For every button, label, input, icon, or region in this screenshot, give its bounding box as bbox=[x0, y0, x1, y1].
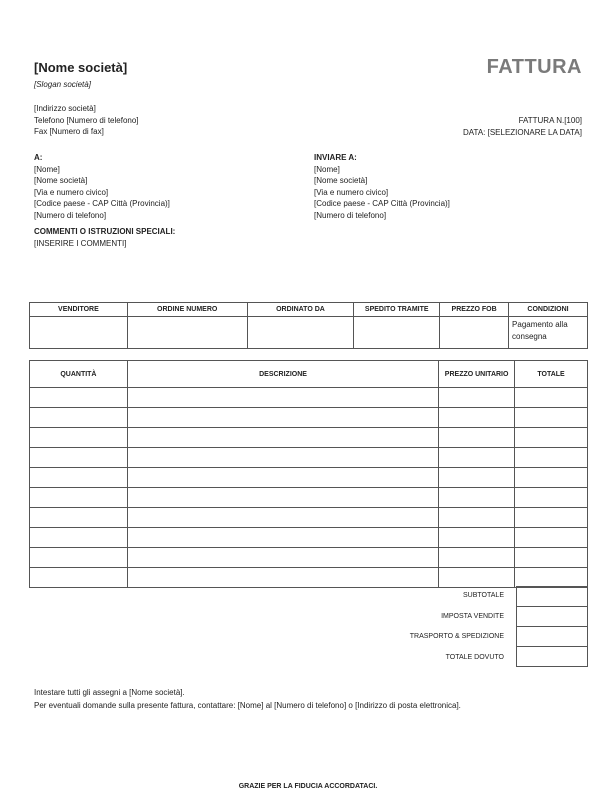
item-total-cell[interactable] bbox=[515, 508, 588, 528]
header-vendor: VENDITORE bbox=[30, 303, 128, 317]
comments-block bbox=[34, 226, 175, 249]
invoice-number[interactable]: FATTURA N.[100] bbox=[518, 116, 582, 125]
shipping-cell[interactable] bbox=[517, 627, 588, 647]
company-slogan[interactable]: [Slogan società] bbox=[34, 80, 91, 89]
phone-line[interactable]: Telefono [Numero di telefono] bbox=[34, 115, 139, 125]
contact-note[interactable]: Per eventuali domande sulla presente fattura, contattare: [Nome] al [Numero di telefono] o [Indirizzo di posta elettronica]. bbox=[34, 701, 461, 710]
item-description-cell[interactable] bbox=[127, 448, 438, 468]
document-title: FATTURA bbox=[486, 56, 582, 78]
item-unit-price-cell[interactable] bbox=[439, 528, 515, 548]
item-total-cell[interactable] bbox=[515, 388, 588, 408]
address-line[interactable]: [Indirizzo società] bbox=[34, 104, 96, 113]
item-quantity-cell[interactable] bbox=[30, 448, 128, 468]
total-due-label: TOTALE DOVUTO bbox=[445, 653, 504, 661]
item-unit-price-cell[interactable] bbox=[439, 568, 515, 588]
item-unit-price-cell[interactable] bbox=[439, 468, 515, 488]
company-address bbox=[34, 103, 139, 138]
item-description-cell[interactable] bbox=[127, 388, 438, 408]
vendor-cell[interactable] bbox=[30, 317, 128, 349]
item-unit-price-cell[interactable] bbox=[439, 428, 515, 448]
bill-to-line[interactable]: [Nome] bbox=[34, 164, 60, 174]
item-quantity-cell[interactable] bbox=[30, 388, 128, 408]
bill-to-block bbox=[34, 152, 170, 221]
total-due-cell[interactable] bbox=[517, 647, 588, 667]
invoice-date[interactable]: DATA: [SELEZIONARE LA DATA] bbox=[463, 127, 582, 137]
ship-to-block bbox=[314, 152, 450, 221]
items-table bbox=[29, 360, 588, 588]
item-description-cell[interactable] bbox=[127, 568, 438, 588]
invoice-meta bbox=[463, 115, 582, 138]
item-quantity-cell[interactable] bbox=[30, 408, 128, 428]
header-ordered-by: ORDINATO DA bbox=[247, 303, 354, 317]
sales-tax-cell[interactable] bbox=[517, 607, 588, 627]
item-row bbox=[30, 428, 588, 448]
item-total-cell[interactable] bbox=[515, 428, 588, 448]
item-description-cell[interactable] bbox=[127, 408, 438, 428]
sales-tax-label: IMPOSTA VENDITE bbox=[441, 612, 504, 620]
item-total-cell[interactable] bbox=[515, 448, 588, 468]
fob-price-cell[interactable] bbox=[440, 317, 509, 349]
item-description-cell[interactable] bbox=[127, 428, 438, 448]
item-total-cell[interactable] bbox=[515, 408, 588, 428]
item-quantity-cell[interactable] bbox=[30, 488, 128, 508]
item-description-cell[interactable] bbox=[127, 488, 438, 508]
totals-table bbox=[516, 586, 588, 667]
ship-to-title: INVIARE A: bbox=[314, 153, 357, 162]
item-row bbox=[30, 448, 588, 468]
items-body bbox=[30, 388, 588, 588]
item-quantity-cell[interactable] bbox=[30, 548, 128, 568]
checks-payable-note[interactable]: Intestare tutti gli assegni a [Nome società]. bbox=[34, 688, 185, 697]
shipped-via-cell[interactable] bbox=[354, 317, 440, 349]
item-unit-price-cell[interactable] bbox=[439, 548, 515, 568]
ship-to-line[interactable]: [Numero di telefono] bbox=[314, 210, 387, 220]
item-row bbox=[30, 488, 588, 508]
header-unit-price: PREZZO UNITARIO bbox=[439, 361, 515, 388]
bill-to-title: A: bbox=[34, 153, 43, 162]
item-description-cell[interactable] bbox=[127, 468, 438, 488]
bill-to-line[interactable]: [Via e numero civico] bbox=[34, 187, 109, 197]
item-row bbox=[30, 528, 588, 548]
subtotal-cell[interactable] bbox=[517, 587, 588, 607]
item-quantity-cell[interactable] bbox=[30, 528, 128, 548]
subtotal-label: SUBTOTALE bbox=[463, 592, 504, 599]
item-total-cell[interactable] bbox=[515, 468, 588, 488]
item-row bbox=[30, 508, 588, 528]
bill-to-line[interactable]: [Nome società] bbox=[34, 176, 88, 185]
item-row bbox=[30, 548, 588, 568]
header-order-number: ORDINE NUMERO bbox=[127, 303, 247, 317]
ship-to-line[interactable]: [Nome] bbox=[314, 164, 340, 174]
totals-labels bbox=[410, 586, 504, 668]
item-total-cell[interactable] bbox=[515, 488, 588, 508]
item-quantity-cell[interactable] bbox=[30, 428, 128, 448]
header-fob-price: PREZZO FOB bbox=[440, 303, 509, 317]
item-quantity-cell[interactable] bbox=[30, 468, 128, 488]
item-unit-price-cell[interactable] bbox=[439, 488, 515, 508]
header-terms: CONDIZIONI bbox=[509, 303, 588, 317]
header-total: TOTALE bbox=[515, 361, 588, 388]
ship-to-line[interactable]: [Nome società] bbox=[314, 176, 368, 185]
order-table bbox=[29, 302, 588, 349]
comments-value[interactable]: [INSERIRE I COMMENTI] bbox=[34, 238, 127, 248]
ship-to-line[interactable]: [Via e numero civico] bbox=[314, 187, 389, 197]
item-description-cell[interactable] bbox=[127, 548, 438, 568]
item-description-cell[interactable] bbox=[127, 508, 438, 528]
order-number-cell[interactable] bbox=[127, 317, 247, 349]
ordered-by-cell[interactable] bbox=[247, 317, 354, 349]
header-quantity: QUANTITÀ bbox=[30, 361, 128, 388]
bill-to-line[interactable]: [Numero di telefono] bbox=[34, 210, 107, 220]
item-row bbox=[30, 408, 588, 428]
item-unit-price-cell[interactable] bbox=[439, 508, 515, 528]
item-unit-price-cell[interactable] bbox=[439, 408, 515, 428]
item-total-cell[interactable] bbox=[515, 568, 588, 588]
company-name[interactable]: [Nome società] bbox=[34, 60, 128, 75]
item-unit-price-cell[interactable] bbox=[439, 448, 515, 468]
header-shipped-via: SPEDITO TRAMITE bbox=[354, 303, 440, 317]
footer-notes bbox=[34, 686, 461, 712]
shipping-label: TRASPORTO & SPEDIZIONE bbox=[409, 633, 504, 640]
item-quantity-cell[interactable] bbox=[30, 568, 128, 588]
item-row bbox=[30, 388, 588, 408]
item-row bbox=[30, 468, 588, 488]
item-quantity-cell[interactable] bbox=[30, 508, 128, 528]
item-total-cell[interactable] bbox=[515, 548, 588, 568]
item-row bbox=[30, 568, 588, 588]
ship-to-line[interactable]: [Codice paese - CAP Città (Provincia)] bbox=[314, 199, 450, 208]
header-description: DESCRIZIONE bbox=[127, 361, 438, 388]
item-unit-price-cell[interactable] bbox=[439, 388, 515, 408]
terms-cell[interactable]: Pagamento alla consegna bbox=[509, 317, 588, 349]
item-description-cell[interactable] bbox=[127, 528, 438, 548]
bill-to-line[interactable]: [Codice paese - CAP Città (Provincia)] bbox=[34, 199, 170, 208]
thank-you-note[interactable]: GRAZIE PER LA FIDUCIA ACCORDATACI. bbox=[238, 783, 378, 790]
comments-title: COMMENTI O ISTRUZIONI SPECIALI: bbox=[34, 227, 176, 236]
item-total-cell[interactable] bbox=[515, 528, 588, 548]
fax-line[interactable]: Fax [Numero di fax] bbox=[34, 127, 104, 136]
